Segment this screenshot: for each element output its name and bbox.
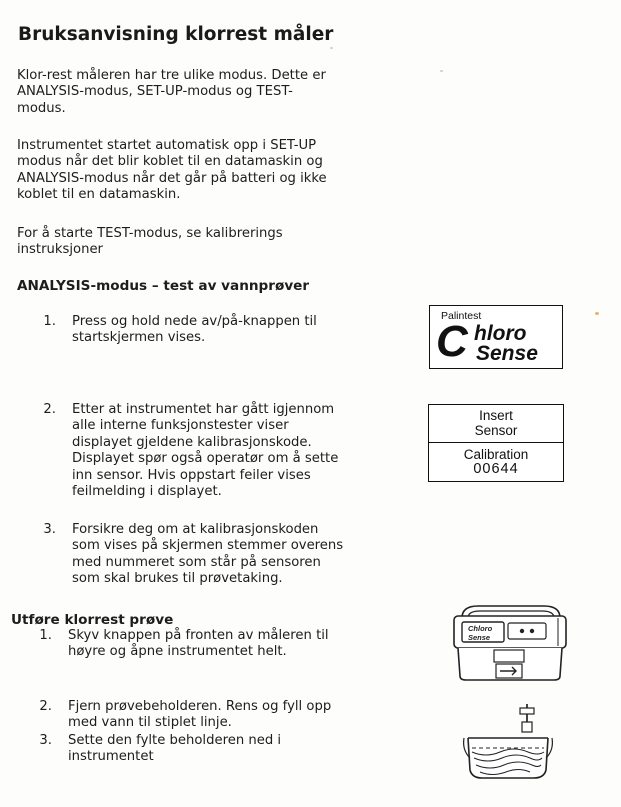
text-line: Klor-rest måleren har tre ulike modus. Dette er: [17, 68, 326, 83]
step-number: 3.: [43, 522, 56, 537]
text-line: startskjermen vises.: [72, 330, 206, 346]
display-calibration: [429, 443, 563, 477]
logo-brand-text: Palintest: [441, 310, 482, 322]
scan-speck: [330, 47, 333, 49]
text-line: displayet gjeldene kalibrasjonskode.: [72, 434, 312, 450]
text-line: instruksjoner: [17, 242, 103, 258]
analysis-step-2: [72, 402, 392, 500]
text-line: som vises på skjermen stemmer overens: [72, 538, 344, 554]
text-line: med vann til stiplet linje.: [68, 715, 232, 731]
step-number: 1.: [39, 628, 52, 643]
step-number: 2.: [39, 699, 52, 714]
device-label-chloro: Chloro: [468, 624, 493, 633]
text-line: instrumentet: [68, 749, 154, 765]
text-line: Instrumentet startet automatisk opp i SET-UP: [17, 138, 317, 153]
intro-paragraph-3: [17, 226, 397, 259]
calibration-code: 00644: [473, 461, 519, 477]
display-text: Calibration: [463, 447, 529, 462]
analysis-step-1: [72, 314, 392, 347]
analysis-step-3: [72, 522, 392, 588]
text-line: koblet til en datamaskin.: [17, 187, 181, 203]
procedure-step-3: [68, 733, 388, 766]
text-line: Skyv knappen på fronten av måleren til: [68, 628, 329, 643]
step-number: 1.: [43, 314, 56, 329]
text-line: Forsikre deg om at kalibrasjonskoden: [72, 522, 319, 537]
scan-speck: [595, 312, 599, 315]
text-line: Sette den fylte beholderen ned i: [68, 733, 282, 748]
display-text: Sensor: [474, 423, 518, 438]
step-number: 3.: [39, 733, 52, 748]
intro-paragraph-1: [17, 68, 397, 117]
text-line: ANALYSIS-modus når det går på batteri og ikke: [17, 170, 327, 186]
analysis-heading: ANALYSIS-modus – test av vannprøver: [17, 278, 310, 294]
text-line: ANALYSIS-modus, SET-UP-modus og TEST-: [17, 84, 293, 100]
display-screen: [428, 404, 564, 482]
logo-sense-text: Sense: [476, 342, 538, 365]
device-label-sense: Sense: [468, 633, 491, 642]
text-line: modus når det blir koblet til en datamaskin og: [17, 154, 323, 170]
display-insert-sensor: [429, 405, 563, 443]
text-line: feilmelding i displayet.: [72, 484, 222, 500]
text-line: inn sensor. Hvis oppstart feiler vises: [72, 467, 311, 483]
text-line: alle interne funksjonstester viser: [72, 418, 289, 434]
procedure-step-2: [68, 699, 388, 732]
text-line: For å starte TEST-modus, se kalibrerings: [17, 226, 283, 241]
chlorosense-logo: [429, 305, 563, 369]
text-line: høyre og åpne instrumentet helt.: [68, 644, 287, 660]
device-illustration: [448, 600, 572, 684]
procedure-step-1: [68, 628, 388, 661]
step-number: 2.: [43, 402, 56, 417]
text-line: modus.: [17, 100, 66, 116]
sample-container-illustration: [456, 700, 560, 784]
text-line: Fjern prøvebeholderen. Rens og fyll opp: [68, 699, 332, 714]
intro-paragraph-2: [17, 138, 397, 204]
text-line: med nummeret som står på sensoren: [72, 554, 321, 570]
procedure-heading: Utføre klorrest prøve: [11, 612, 174, 628]
text-line: som skal brukes til prøvetaking.: [72, 571, 283, 587]
text-line: Displayet spør også operatør om å sette: [72, 451, 339, 467]
logo-chloro-text: hloro: [474, 322, 527, 345]
logo-c-glyph: C: [436, 317, 468, 366]
text-line: Etter at instrumentet har gått igjennom: [72, 402, 335, 417]
display-text: Insert: [479, 408, 513, 423]
page-title: Bruksanvisning klorrest måler: [18, 24, 334, 45]
text-line: Press og hold nede av/på-knappen til: [72, 314, 317, 329]
scan-speck: [440, 70, 443, 72]
